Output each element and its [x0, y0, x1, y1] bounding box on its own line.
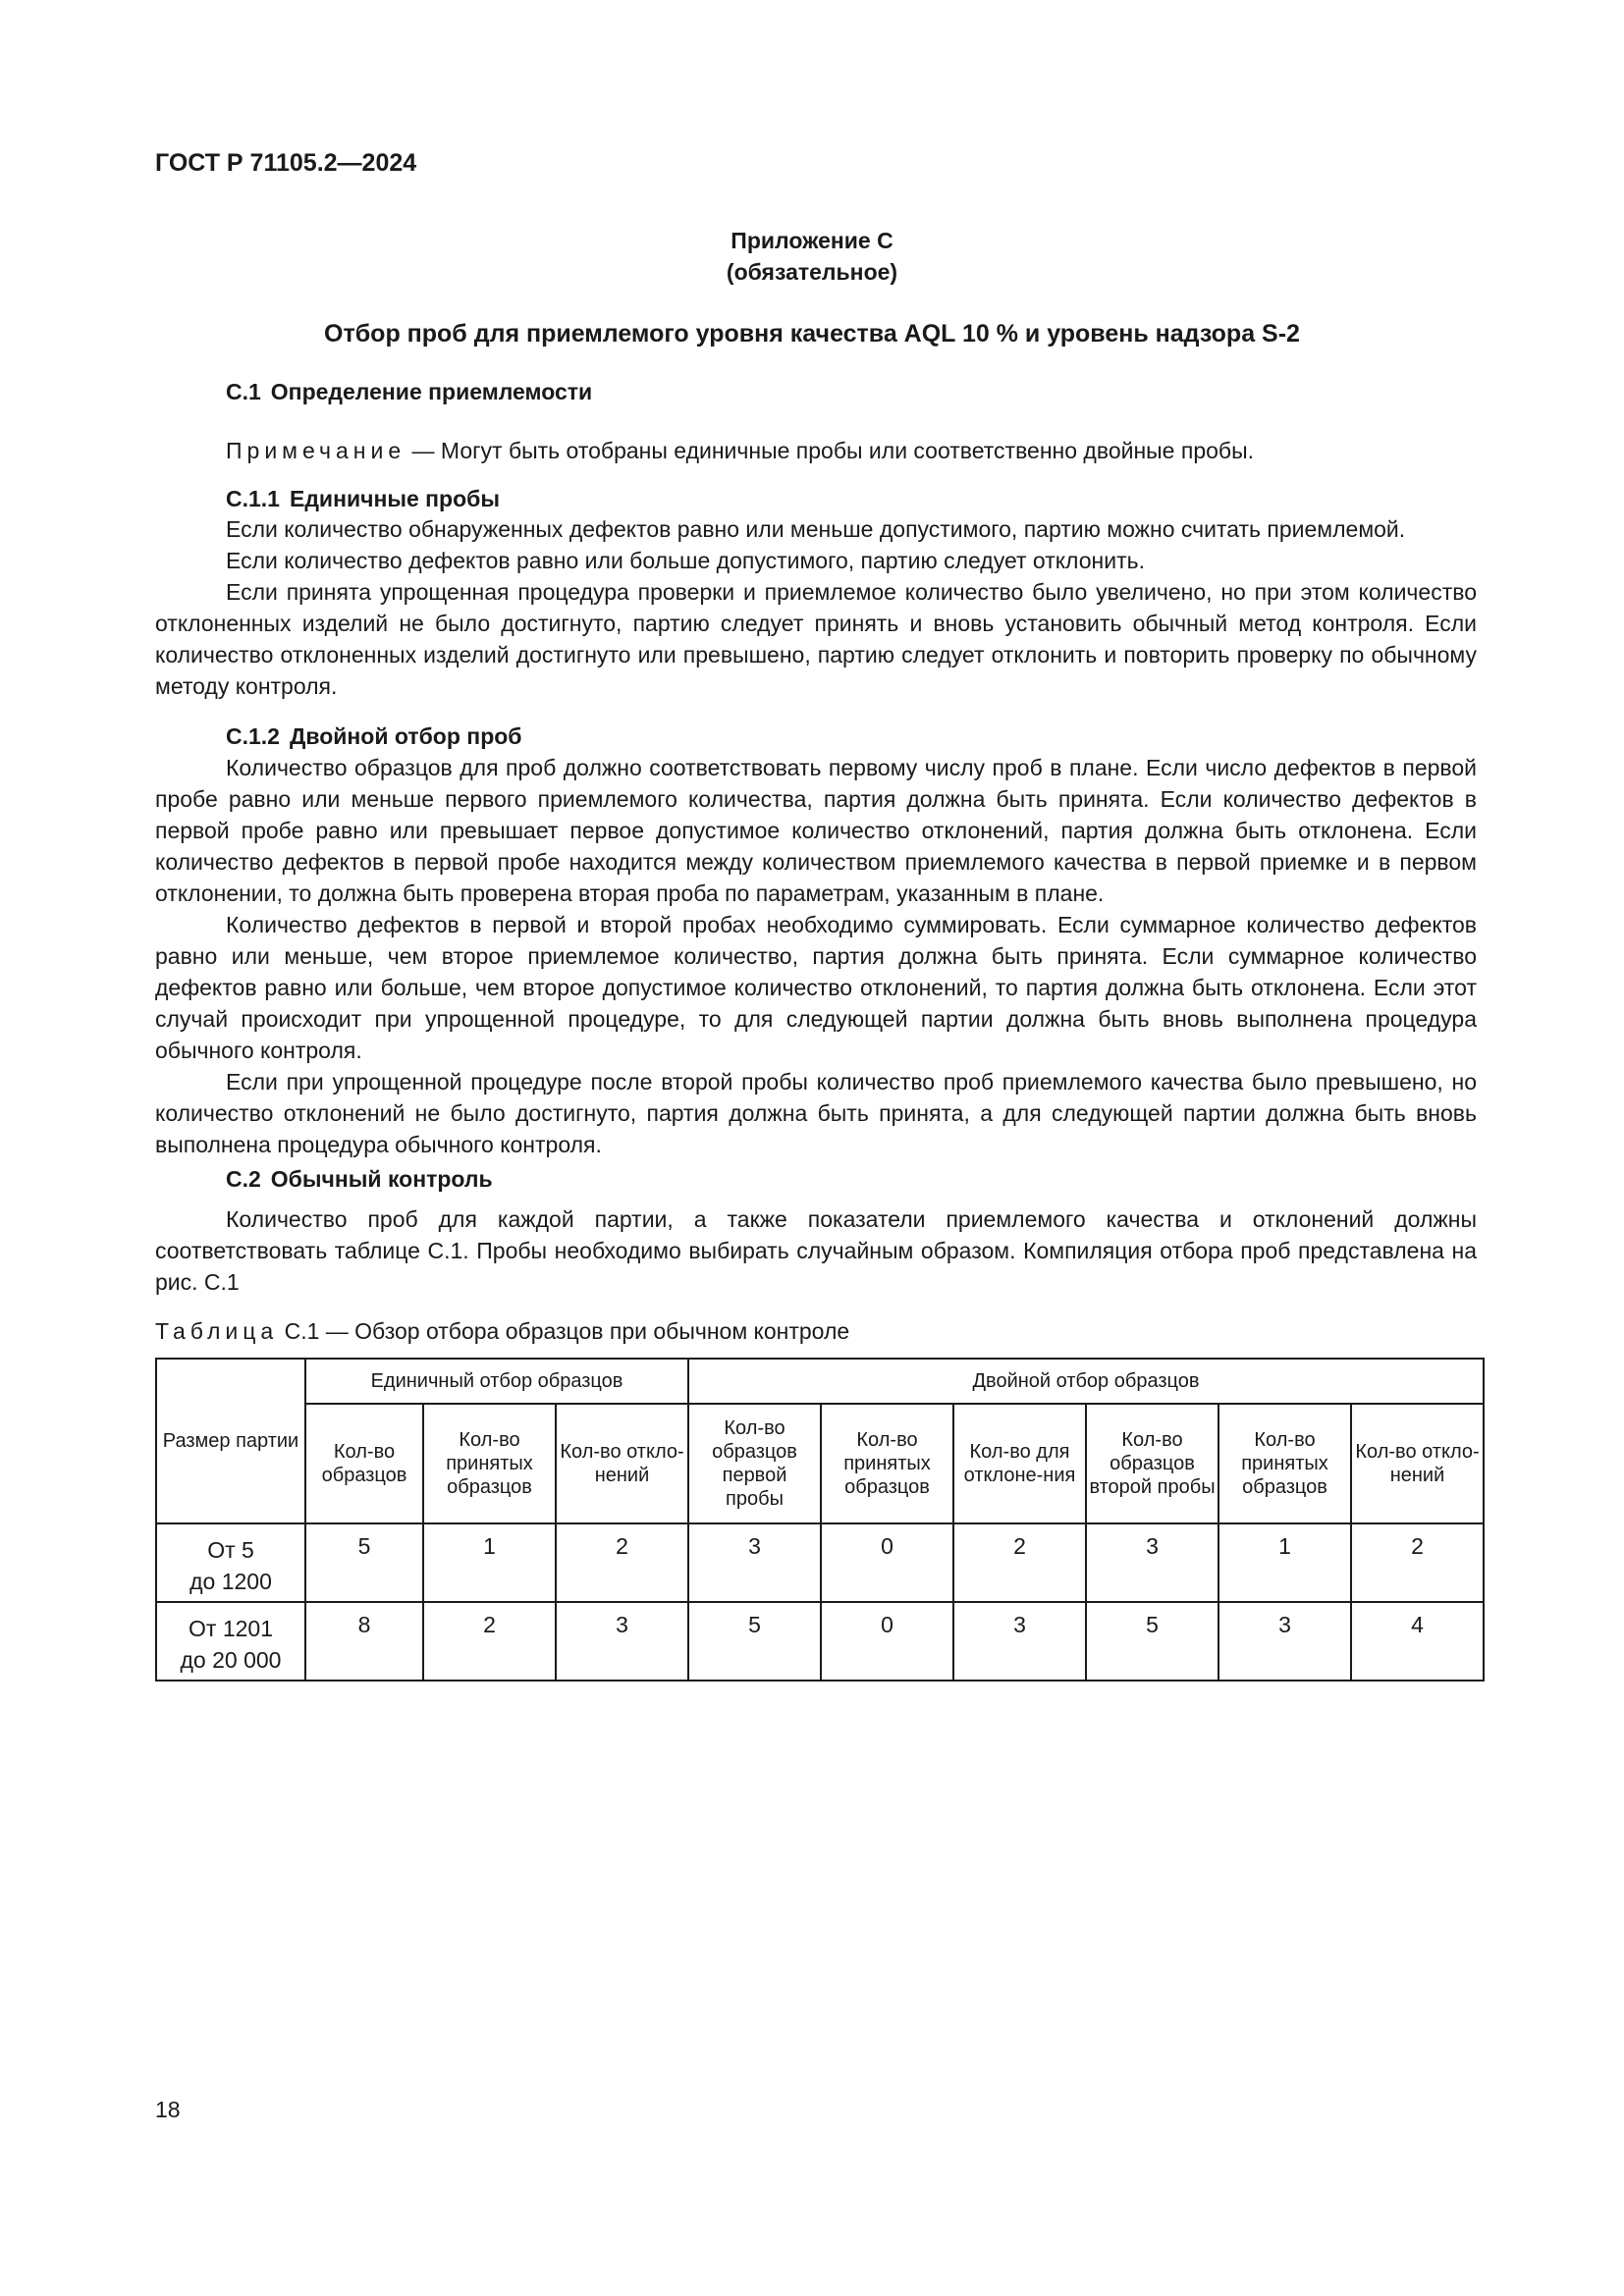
section-number: С.1 [226, 379, 261, 404]
appendix-title: Отбор проб для приемлемого уровня качества AQL 10 % и уровень надзора S-2 [324, 320, 1300, 347]
table-caption-text: С.1 — Обзор отбора образцов при обычном контроле [278, 1318, 850, 1344]
value-cell: 3 [556, 1602, 688, 1681]
value-cell: 3 [1086, 1523, 1218, 1602]
page-number: 18 [155, 2097, 181, 2122]
value-cell: 2 [953, 1523, 1086, 1602]
value-cell: 1 [423, 1523, 556, 1602]
table-subheader-row [156, 1404, 1484, 1523]
header-cell: Кол-во откло-нений [1351, 1404, 1484, 1523]
lot-size-to: до 1200 [189, 1569, 272, 1594]
header-cell: Кол-во откло-нений [556, 1404, 688, 1523]
paragraph: Если количество дефектов равно или больше допустимого, партию следует отклонить. [226, 548, 1145, 573]
lot-size-from: От 5 [207, 1537, 254, 1563]
table-row [156, 1602, 1484, 1681]
sampling-table [155, 1358, 1485, 1682]
header-double-sampling: Двойной отбор образцов [688, 1359, 1484, 1404]
c12-text [155, 752, 1477, 1160]
section-title: Определение приемлемости [270, 379, 593, 404]
table-header-row [156, 1359, 1484, 1404]
note-label: Примечание [226, 438, 406, 463]
paragraph: Если принята упрощенная процедура проверки и приемлемое количество было увеличено, но при этом количество отклоненных изделий не было достигнуто, партию следует принять и вновь установить обычный метод контроля. Если количество отклоненных изделий достигнуто или превышено, партию следует отклонить и повторить проверку по обычному методу контроля. [155, 579, 1477, 699]
section-number: С.2 [226, 1166, 261, 1192]
header-cell: Кол-во принятых образцов [821, 1404, 953, 1523]
section-title: Обычный контроль [270, 1166, 493, 1192]
lot-size-cell [156, 1602, 305, 1681]
value-cell: 5 [688, 1602, 821, 1681]
appendix-status: (обязательное) [726, 259, 898, 285]
value-cell: 3 [953, 1602, 1086, 1681]
section-title: Двойной отбор проб [289, 723, 522, 749]
value-cell: 3 [1218, 1602, 1351, 1681]
document-id: ГОСТ Р 71105.2—2024 [155, 149, 417, 177]
paragraph: Если при упрощенной процедуре после второй пробы количество проб приемлемого качества было превышено, но количество отклонений не было достигнуто, партия должна быть принята, а для следующей партии должна быть вновь выполнена процедура обычного контроля. [155, 1069, 1477, 1157]
value-cell: 0 [821, 1602, 953, 1681]
table-caption-label: Таблица [155, 1318, 279, 1344]
value-cell: 8 [305, 1602, 423, 1681]
paragraph: Количество проб для каждой партии, а также показатели приемлемого качества и отклонений должны соответствовать таблице С.1. Пробы необходимо выбирать случайным образом. Компиляция отбора проб представлена на рис. С.1 [155, 1206, 1477, 1295]
header-cell: Кол-во принятых образцов [1218, 1404, 1351, 1523]
header-cell: Кол-во образцов [305, 1404, 423, 1523]
lot-size-cell [156, 1523, 305, 1602]
section-heading-c2 [226, 1166, 493, 1193]
value-cell: 2 [556, 1523, 688, 1602]
section-number: С.1.2 [226, 723, 280, 749]
value-cell: 0 [821, 1523, 953, 1602]
paragraph: Если количество обнаруженных дефектов равно или меньше допустимого, партию можно считать приемлемой. [226, 516, 1406, 542]
c2-text [155, 1203, 1477, 1298]
value-cell: 2 [423, 1602, 556, 1681]
header-lot-size: Размер партии [156, 1359, 305, 1523]
section-heading-c12 [226, 723, 522, 750]
header-cell: Кол-во образцов второй пробы [1086, 1404, 1218, 1523]
section-number: С.1.1 [226, 486, 280, 511]
c11-text [155, 513, 1477, 702]
section-title: Единичные пробы [289, 486, 501, 511]
section-heading-c11 [226, 486, 500, 512]
lot-size-from: От 1201 [189, 1616, 273, 1641]
appendix-label: Приложение С [731, 228, 893, 253]
table-caption [155, 1318, 849, 1345]
paragraph: Количество дефектов в первой и второй пробах необходимо суммировать. Если суммарное количество дефектов равно или меньше, чем второе приемлемое количество, партия должна быть принята. Если суммарное количество дефектов равно или больше, чем второе допустимое количество отклонений, то партия должна быть отклонена. Если этот случай происходит при упрощенной процедуре, то для следующей партии должна быть вновь выполнена процедура обычного контроля. [155, 912, 1477, 1063]
value-cell: 4 [1351, 1602, 1484, 1681]
value-cell: 5 [305, 1523, 423, 1602]
value-cell: 3 [688, 1523, 821, 1602]
header-cell: Кол-во принятых образцов [423, 1404, 556, 1523]
value-cell: 5 [1086, 1602, 1218, 1681]
header-cell: Кол-во образцов первой пробы [688, 1404, 821, 1523]
note-text: — Могут быть отобраны единичные пробы или соответственно двойные пробы. [406, 438, 1254, 463]
value-cell: 2 [1351, 1523, 1484, 1602]
paragraph: Количество образцов для проб должно соответствовать первому числу проб в плане. Если число дефектов в первой пробе равно или меньше первого приемлемого количества, партия должна быть принята. Если количество дефектов в первой пробе равно или превышает первое допустимое количество отклонений, партия должна быть отклонена. Если количество дефектов в первой пробе находится между количеством приемлемого качества в первой приемке и в первом отклонении, то должна быть проверена вторая проба по параметрам, указанным в плане. [155, 755, 1477, 906]
value-cell: 1 [1218, 1523, 1351, 1602]
header-cell: Кол-во для отклоне-ния [953, 1404, 1086, 1523]
note [226, 438, 1254, 464]
lot-size-to: до 20 000 [180, 1647, 282, 1673]
table-row [156, 1523, 1484, 1602]
section-heading-c1 [226, 379, 592, 405]
header-single-sampling: Единичный отбор образцов [305, 1359, 688, 1404]
